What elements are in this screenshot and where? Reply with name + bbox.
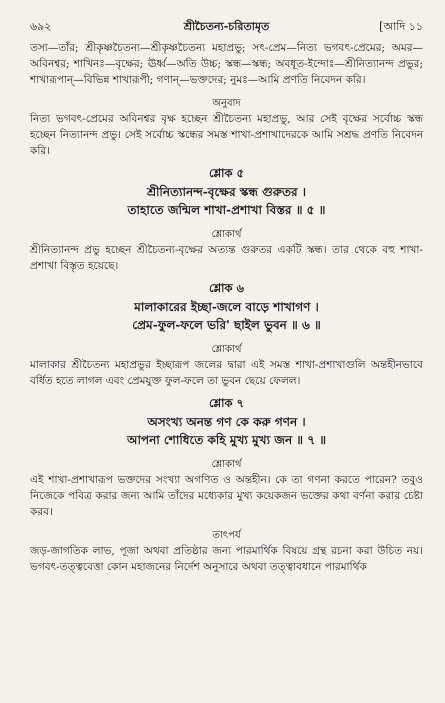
sloka-5-verse xyxy=(30,183,423,219)
sloka-6-meaning: মালাকার শ্রীচৈতন্য মহাপ্রভুর ইচ্ছারূপ জলের দ্বারা এই সমস্ত শাখা-প্রশাখাগুলি অন্তহীনভাবে বর্ধিত হতে লাগল এবং প্রেমযুক্ত ফুল-ফলে তা ভুবন ছেয়ে ফেলল। xyxy=(30,359,423,387)
sloka-5-meaning: শ্রীনিত্যানন্দ প্রভু হচ্ছেন শ্রীচৈতন্য-বৃক্ষের অত্যন্ত গুরুতর একটি স্কন্ধ। তার থেকে বহু শাখা-প্রশাখা বিস্তৃত হয়েছে। xyxy=(30,244,423,272)
sloka-5-heading: শ্লোক ৫ xyxy=(208,166,245,180)
sloka-7-meaning: এই শাখা-প্রশাখারূপ ভক্তদের সংখ্যা অগণিত ও অন্তহীন। কে তা গণনা করতে পারেন? তবুও নিজেকে পবিত্র করার জন্য আমি তাঁদের মধ্যেকার মুখ্য কয়েকজন ভক্তের কথা বর্ণনা করার চেষ্টা করব। xyxy=(30,474,423,518)
running-title: শ্রীচৈতন্য-চরিতামৃত xyxy=(183,20,270,33)
page-content xyxy=(30,40,423,575)
translation-heading: অনুবাদ xyxy=(212,98,241,109)
sloka-6-line-2: প্রেম-ফুল-ফলে ভরি' ছাইল ভুবন ॥ ৬ ॥ xyxy=(132,318,321,332)
purport-heading: তাৎপর্য xyxy=(212,530,241,541)
page-number: ৬৯২ xyxy=(30,20,52,33)
sloka-5-meaning-heading: শ্লোকার্থ xyxy=(211,229,242,240)
sloka-7-line-1: অসংখ্য অনন্ত গণ কে করু গণন । xyxy=(147,415,306,429)
purport-paragraph: জড়-জাগতিক লাভ, পূজা অথবা প্রতিষ্ঠার জন্য পারমার্থিক বিষয়ে গ্রন্থ রচনা করা উচিত নয়। ভগবৎ-তত্ত্ববেত্তা কোন মহাজনের নির্দেশ অনুসারে অথবা তত্ত্বাবধানে পারমার্থিক xyxy=(30,545,423,573)
sloka-6-heading: শ্লোক ৬ xyxy=(208,281,245,295)
page-header xyxy=(30,18,423,36)
sloka-7-heading: শ্লোক ৭ xyxy=(208,396,245,410)
sloka-6-meaning-heading: শ্লোকার্থ xyxy=(211,344,242,355)
sloka-6-line-1: মালাকারের ইচ্ছা-জলে বাড়ে শাখাগণ । xyxy=(134,300,319,314)
sloka-7-meaning-heading: শ্লোকার্থ xyxy=(211,459,242,470)
sloka-5-line-2: তাহাতে জন্মিল শাখা-প্রশাখা বিস্তর ॥ ৫ ॥ xyxy=(127,203,326,217)
sloka-6-verse xyxy=(30,298,423,334)
sloka-7-verse xyxy=(30,413,423,449)
section-marker: [আদি ১১ xyxy=(379,20,423,33)
sloka-7-line-2: আপনা শোধিতে কহি মুখ্য মুখ্য জন ॥ ৭ ॥ xyxy=(126,433,327,447)
sloka-5-line-1: শ্রীনিত্যানন্দ-বৃক্ষের স্কন্ধ গুরুতর । xyxy=(146,185,307,199)
synonyms-paragraph: তস্য—তাঁর; শ্রীকৃষ্ণচৈতন্য—শ্রীকৃষ্ণচৈতন্য মহাপ্রভু; সৎ-প্রেম—নিত্য ভগবৎ-প্রেমের; অমর—অবিনশ্বর; শাখিনঃ—বৃক্ষের; ঊর্ধ্ব—অতি উচ্চ; স্কন্ধ—স্কন্ধ; অবধূত-ইন্দোঃ—শ্রীনিত্যানন্দ প্রভুর; শাখারূপান্—বিভিন্ন শাখারূপী; গণান্—ভক্তদের; নুমঃ—আমি প্রণতি নিবেদন করি। xyxy=(30,42,423,86)
translation-paragraph: নিত্য ভগবৎ-প্রেমের অবিনশ্বর বৃক্ষ হচ্ছেন শ্রীচৈতন্য মহাপ্রভু, আর সেই বৃক্ষের সর্বোচ্চ স্কন্ধ হচ্ছেন নিত্যানন্দ প্রভু। সেই সর্বোচ্চ স্কন্ধের সমস্ত শাখা-প্রশাখাদেরকে আমি সশ্রদ্ধ প্রণতি নিবেদন করি। xyxy=(30,113,423,157)
